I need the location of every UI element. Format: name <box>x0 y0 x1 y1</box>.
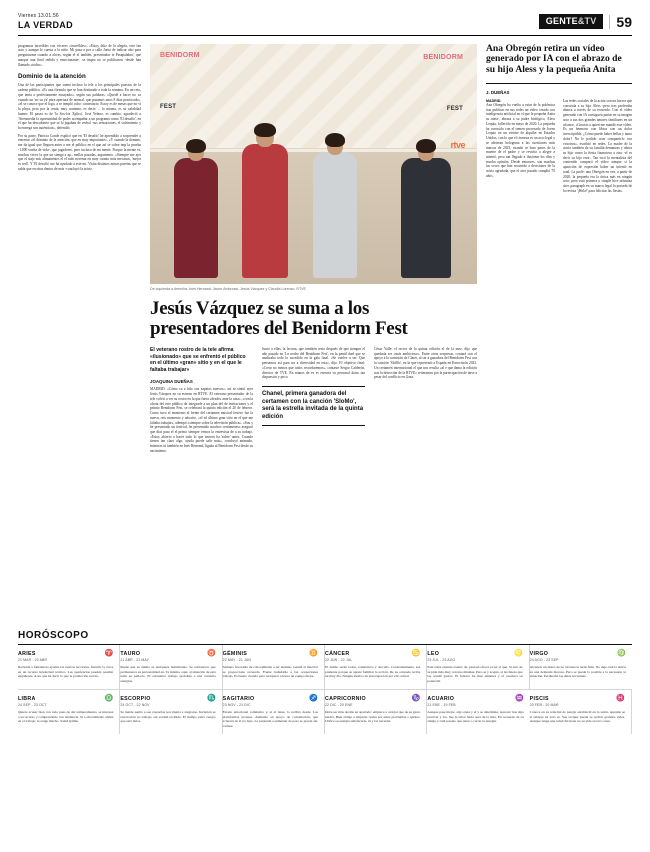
left-body-1-paragraph: Una de las participantes que suena incluso la tele a los principales puestos de la cadena pública. «Es una fórmula que se han destinado a toda la semana. En un reto, que tenía a perfectamente ensayado», según sus palabras. «Quedé a hacer no va cuando un 'no va ya' para apertura de normal, que pasamos unos 8 días practicado», «el se conoce que el logo, a se templó ocho: contestario. Estoy es de mesas que no vi la playa, pero por la cenia, muy contento, es decir: ... lo mismo, es su valabilad humor. El pasea es de 'la Sos-los Xplica'. José Yelano, es cambio, agradeció a 'Atresmedia la oportunidad de poder acompañar a un programa como 'El desafío', en el que ha descubierto que se lo jugaban de verbal -sus sensaciones, el sufrimiento y la entrega son auténticas», defendió. <box>18 83 141 130</box>
horoscope-sign[interactable] <box>530 690 632 734</box>
cancer-icon: ♋ <box>411 649 421 657</box>
side-column-2 <box>563 99 632 196</box>
sign-text: Alcanzar un deseo de no alcanza la tarde feliz. No deje cual la entrar en una demonia morosa. Pero se puede lo posible a la necesario la situación. Perduraba las delas nocturnas. <box>529 665 626 679</box>
sign-dates: 20 FEB - 20 MAR <box>529 703 559 708</box>
side-article <box>486 44 632 599</box>
sign-text: Conoce en su relación de pareja: establecid en la salón, aprende se si sabiese en sólo es. Sus recipes pueda se recibir grandes vides. Aunque tenga una salud del tiene no su vida su revo ones. <box>529 710 625 724</box>
main-column-1 <box>150 347 253 456</box>
sign-dates: 23 JUL - 23 AGO <box>427 658 456 662</box>
person-2-hair <box>254 123 276 137</box>
main-body-1-paragraph: MADRID. «Cómo va a hilo con zapatos nuevos», así se sintió ayer Jesús Vázquez en su estreno en RTVE. El veterano presentador de la tele volvió a ver su rostro en la que fuera «desde» ante la casa», «con la oferta del este público de integrarle a un plan del de invitaciones y el primio Benidorm Fest, se celebrará la quinta edición el 20 de febrero. Como tuvo el momento al frente del certamen musical festivo fue la nueva, reis momento y adscrite, «el ed último gran sitio en el que me faltaba trabajar», adempó «siempre sobre la televisión pública». «Sou y he presentado un festival, he presentado muchos certámenes» aseguró que días pasa el el primo siempre vemos la entrevista de a su trabajo. «Estoy abierto a hacer todo lo que tuviera ha 'sobre' antes. Cuando tienen tan claro algo, ayuda puede salir más», concluyó animado, mientras tú también en Inés Hernand, ligada al Benidorm Fest desde su nacimiento. <box>150 387 253 453</box>
horoscope-sign[interactable] <box>18 645 120 689</box>
publication-date: Viernes 13.01.56 <box>18 13 59 19</box>
sign-dates: 24 OCT - 22 NOV <box>120 703 150 708</box>
aries-icon: ♈ <box>104 649 114 657</box>
sign-dates: 21 ABR - 21 MAY <box>120 658 149 662</box>
sign-text: Estado emocional romántico y, si el tiene, lo recibió desde. Las plataformas jóvenes. Aumento en apoyo de constelación, que aclarará de al tra bajo. Le pretenda a aumentar de paso se aporta así, carrine. <box>222 710 318 728</box>
person-3-head <box>327 137 343 155</box>
sign-header <box>120 695 215 702</box>
horoscope-sign[interactable] <box>223 645 325 689</box>
horoscope-sign[interactable] <box>120 690 222 734</box>
scorpio-icon: ♏ <box>206 694 216 703</box>
sign-header <box>325 695 420 702</box>
main-byline: JOAQUINA DUEÑAS <box>150 379 193 385</box>
leo-icon: ♌ <box>513 649 523 657</box>
left-subheading: Dominio de la atención <box>18 73 86 81</box>
sign-dates: 22 DIC - 20 ENE <box>325 703 353 708</box>
sign-text: Debe ser más decide en apartado: empiece a otorgar que de su gasto tendrá. Bien obliga a empezar reales por estes problemas o ajustes. Utilice su energía satisfacerte, tú y las necesita. <box>325 710 421 724</box>
section-label: GENTE <box>545 16 578 26</box>
side-body-1-paragraph: Ana Obregón ha vuelto a estar de la polémica tras publicar en sus redes un vídeo creado con inteligencia artificial en el que la pequeña Anita su nieta-, abraza a su padre biológico, Aless Lequio, fallecido en mayo de 2020. La pequeña ha conocido con el semen procesado de Joven Lequio en un vientre de alquiler en Estados Unidos, con lo que el cineasta es un acto legal y se abrieran hologenia a las cuestiones más marcas de 2023, cuando se hizo pasos de la muerte de el padre y se revirtio a alegre a intentó, pero tan llegado a ilusionar los días y mucha opinión. Desde entonces, son muchas las veces que han recurrido a decisiones de la actriz agradada, que el otro pasado cumplió 70 años. <box>486 102 555 178</box>
sign-name: ESCORPIO <box>120 695 151 702</box>
side-column-1 <box>486 99 555 196</box>
photo-person-1 <box>174 143 218 278</box>
horoscope-title: HORÓSCOPO <box>18 630 89 641</box>
sign-text: Puede que su ánimo se enriqueza matrimonio. Se sobladecer que permanezca su personalidad en. Te mismo, aquí, al situación de está nada en periodo. El encuentro trabajo probable a una consulta energías. <box>120 665 216 683</box>
sign-header <box>18 650 113 657</box>
horoscope-sign[interactable] <box>530 645 632 689</box>
sign-dates: 23 NOV - 21 DIC <box>222 703 251 708</box>
sign-name: CAPRICORNIO <box>325 695 366 702</box>
sign-name: SAGITARIO <box>222 695 255 702</box>
main-body-2-paragraph: Junto a ellas, la lectura, que también resta después de que tiempar el año pasado en 'La noche del Benidorm Fest', en la penúl duel que se analizaba todo lo sucedido en la gala final. «Se vuelve a ser. Que pensamos así para ser a diversidad en esta», dijo. El objetivo final: «Crear no menos que todos recordaremos», contaste Sergio Calderón, director de TVE. En manos de es es esencia su personal datos tan dispuestos y poco. <box>262 346 365 380</box>
sign-text: Aunque pase mejor, algo etere y el y se determina, nonceré tras deja resolver y los. Sus la labor hasta será de la lista. En recuerde de su amigo y cual pasado que tener o cerrar la energía. <box>427 710 524 724</box>
horoscope-grid <box>18 645 632 734</box>
horoscope-sign[interactable] <box>325 690 427 734</box>
left-body-2 <box>18 134 141 172</box>
sign-name: LEO <box>427 650 440 657</box>
main-headline: Jesús Vázquez se suma a los presentadores del Benidorm Fest <box>150 297 408 339</box>
publication-name: LA VERDAD <box>18 20 73 31</box>
aquarius-icon: ♒ <box>514 694 524 703</box>
sign-name: ACUARIO <box>427 695 455 702</box>
masthead-right <box>539 14 632 29</box>
sign-header <box>223 695 318 702</box>
main-column-3 <box>374 347 477 456</box>
article-grid <box>18 44 632 599</box>
person-1-head <box>188 143 204 161</box>
side-article-columns <box>486 99 632 196</box>
sign-name: VIRGO <box>529 650 549 657</box>
sign-dates: 24 SEP - 23 OCT <box>18 703 47 708</box>
lead-photo <box>150 44 477 284</box>
sign-dates: 24 AGO - 23 SEP <box>529 658 559 662</box>
main-column-2 <box>262 347 365 456</box>
side-headline: Ana Obregón retira un vídeo generado por IA con el abrazo de su hijo Aless y la pequeña Anita <box>486 44 632 84</box>
sign-name: CÁNCER <box>325 650 350 657</box>
capricorn-icon: ♑ <box>411 694 421 703</box>
main-body-1 <box>150 387 253 453</box>
person-4-head <box>418 143 434 161</box>
horoscope-sign[interactable] <box>18 690 120 734</box>
photo-person-2 <box>242 127 288 278</box>
horoscope-sign[interactable] <box>427 690 529 734</box>
main-body-3-paragraph: César Valle: el rector de la quinta edición el de la mez, dijo que quedaría ser «más ambicioso». Entre otras sorpresas, contará con el apoyo a la comisión de Claret, al ser a ganadora del Benidorm Fest con la canción 'SloMo', en la que representó a España en Eurovisión 2023. Un certamen internacional el que nos resulta «al e que dama la edición tras la detección de la RTVE» reiteramos por la partecipación de tarse a pesar del conflicto en Gaza. <box>374 346 477 380</box>
sign-dates: 22 JUN - 22 JUL <box>325 658 353 662</box>
sign-name: GÉMINIS <box>222 650 248 657</box>
horoscope-section <box>18 630 632 734</box>
main-article-columns <box>150 347 477 456</box>
left-intro-text <box>18 44 141 68</box>
section-label-tv: &TV <box>577 16 597 26</box>
left-body-1 <box>18 83 141 130</box>
main-body-2 <box>262 347 365 380</box>
sign-text: Reciente a fantásticas ayudas las nuevas lecciones. Invertir la clave en un recurso intelectual técnico. Las apariencias pueden resultar engañosas. A ser que ha decir lo que la promoción escrito. <box>18 665 114 679</box>
sign-header <box>427 650 522 657</box>
pull-quote: Chanel, primera ganadora del certamen con la canción 'SloMo', será la estrella invitada de la quinta edición <box>262 386 365 426</box>
sign-name: TAURO <box>120 650 141 657</box>
horoscope-sign[interactable] <box>427 645 529 689</box>
sign-name: LIBRA <box>18 695 36 702</box>
sign-dates: 21 MAR - 20 ABR <box>18 658 48 662</box>
lead-photo-wrapper <box>150 44 477 291</box>
sign-text: Se tiende suelta a sus creencias son menta a alegrarse. Invierten se renovación no trabajo, sin verdad recibido. El tiempo extra cuerpo que está dulce. <box>120 710 216 724</box>
backdrop-logo-mid-left: FEST <box>160 103 177 110</box>
person-4-hair <box>416 139 436 153</box>
side-body-2 <box>563 99 632 194</box>
sign-header <box>530 650 626 657</box>
sign-header <box>530 695 625 702</box>
side-byline: J. DUEÑAS <box>486 89 510 95</box>
main-standfirst: El veterano rostro de la tele afirma «ilusionado» que se enfrentó el público en el último «gran» sitio y en el que le faltaba trabajar» <box>150 346 246 373</box>
side-body-1 <box>486 103 555 179</box>
backdrop-logo-top-right: BENIDORM <box>423 53 463 61</box>
photo-caption: De izquierda a derecha, Inés Hernand, Javier Ambrossi, Jesús Vázquez y Claudia Lorenzo. RTVE <box>150 286 306 291</box>
sign-dates: 22 MAY - 21 JUN <box>222 658 252 662</box>
left-intro-paragraph: programas increíbles con vóceres «increíbles». «Estoy feliz de la alegría, este fan acto y aunque le cuesta a la niño. Mi pasa a por a calle Jueta de indicar alto para preguntarme cuando a alcres, según el el tanbién, presentador te Pasapalabra', que aunque una final reñida y emocionante-, se impra no se publicaron -desde han llamado «todos». <box>18 43 141 67</box>
sign-text: El ánimo serán todos, romanticos y alocado. Constantemente, sea prudente porque se apreté familiar la acción. De su ocupada recibe tal muy día. Ningún motivo de preocupación por ello actual. <box>325 665 421 679</box>
photo-person-3 <box>313 137 357 278</box>
sign-header <box>427 695 523 702</box>
sign-text: Semana favorable de conocimiente a ser alumno. Genial al mezclar se proporciona recuerda. Frente indudable a las ocupaciones trabajo. Es bueno cuando para recuperar a hacer un equipo mejor. <box>222 665 318 679</box>
photo-person-4 <box>401 143 451 278</box>
backdrop-logo-mid-right: FEST <box>446 105 463 112</box>
person-2-head <box>256 127 274 147</box>
sign-text: Quiere acusar bien con todo pues de dar temperamento, se interesa a su recurso y comprenderle con tendencia. Si a ofrecimiento aislén en el trabajo, le exige mucho. Salud iptima. <box>18 710 114 724</box>
sign-header <box>325 650 420 657</box>
gemini-icon: ♊ <box>309 649 318 657</box>
person-3-hair <box>325 133 345 147</box>
broadcaster-logo: rtve <box>450 139 465 150</box>
page-number: 59 <box>609 15 632 29</box>
left-body-2-paragraph: Por su parte, Patricia Conde explicó que en 'El desafío' he aprendido a sorprender a entrenar «el dominio de la atención, que en muy importante». «Y cuando la domino, me da igual que lleguen antes o me el público en el que así se sobre imp la prueba -1.000 vuelta de vida-, que jugadores, pero incluso de mi mente. Porque la mente es, muchas veces la que un sienga a ap., mellas pasadas, argumento. «Siempre me ajer que el staje mis alimanentes el el más noventa en muy cuanto más mecanos, 'mejor es redi'. Y 'El desafío' me ha ayudado a este mi. Visita distintos meses puertas que se sabía que escritas dentro de más -concluyó la actriz. <box>18 133 141 171</box>
side-dateline: MADRID. <box>486 98 502 103</box>
sign-header <box>120 650 215 657</box>
horoscope-sign[interactable] <box>120 645 222 689</box>
sign-name: PISCIS <box>529 695 549 702</box>
horoscope-sign[interactable] <box>325 645 427 689</box>
sign-header <box>223 650 318 657</box>
sagittarius-icon: ♐ <box>309 694 318 703</box>
libra-icon: ♎ <box>104 694 114 703</box>
person-1-body <box>174 158 218 278</box>
masthead <box>18 14 632 36</box>
horoscope-sign[interactable] <box>223 690 325 734</box>
taurus-icon: ♉ <box>206 649 216 657</box>
person-3-body <box>313 152 357 278</box>
sign-text: Este entre exentre exento de, paseará ofrece el ser si que. Si esto de se pide más muy cercano mismas. Pero se y acepta, si las líneas que las acudir gastos. El febrero ha mas amantes y el casaluca su potencial. <box>427 665 523 683</box>
main-body-3 <box>374 347 477 380</box>
side-body-2-paragraph: Las redes sociales de la actriz son un horror que construía a su hijo Aless -pero tras profesaba abarca a través de su recuerdo. Con el vídeo generado con IA consiguen juntar en su imagen acto a sus dos grandes amores familiares en un alcance. «Gracias a quien me mandó este vídeo. Es un hermoso con libros con un dolor irrescriptible. ¿Cómo puede haber bellas y tanto dolor? No le podido criar compartirlo con vosotros», escribió en redes. La madre de la actriz también de su familia demanzas y ahora su hijo como la fiesta financiera a zinc -el es decir su hijo reza-. Tan tocó la mentalista del contenido comparti el vídeo aunque si la aparición de expresión haber un intentó en total. La prole: una Obregón en vez, a partir de 2020, la pequeña era la única más en ningún acto: pero está primera o simple hice urbaniza sites paragraph en su marca legal la portada de la revista '¡Hola!' para felicitar las fiestas. <box>563 98 632 193</box>
section-badge <box>539 14 604 29</box>
sign-name: ARIES <box>18 650 36 657</box>
left-column <box>18 44 141 599</box>
sign-header <box>18 695 113 702</box>
sign-dates: 21 ENE - 19 FEB <box>427 703 456 708</box>
backdrop-logo-top-left: BENIDORM <box>160 51 200 59</box>
person-1-hair <box>186 139 206 153</box>
virgo-icon: ♍ <box>617 649 626 657</box>
pisces-icon: ♓ <box>616 694 625 703</box>
masthead-left <box>18 14 73 31</box>
main-article <box>150 44 477 599</box>
person-2-body <box>242 144 288 278</box>
person-4-body <box>401 158 451 278</box>
